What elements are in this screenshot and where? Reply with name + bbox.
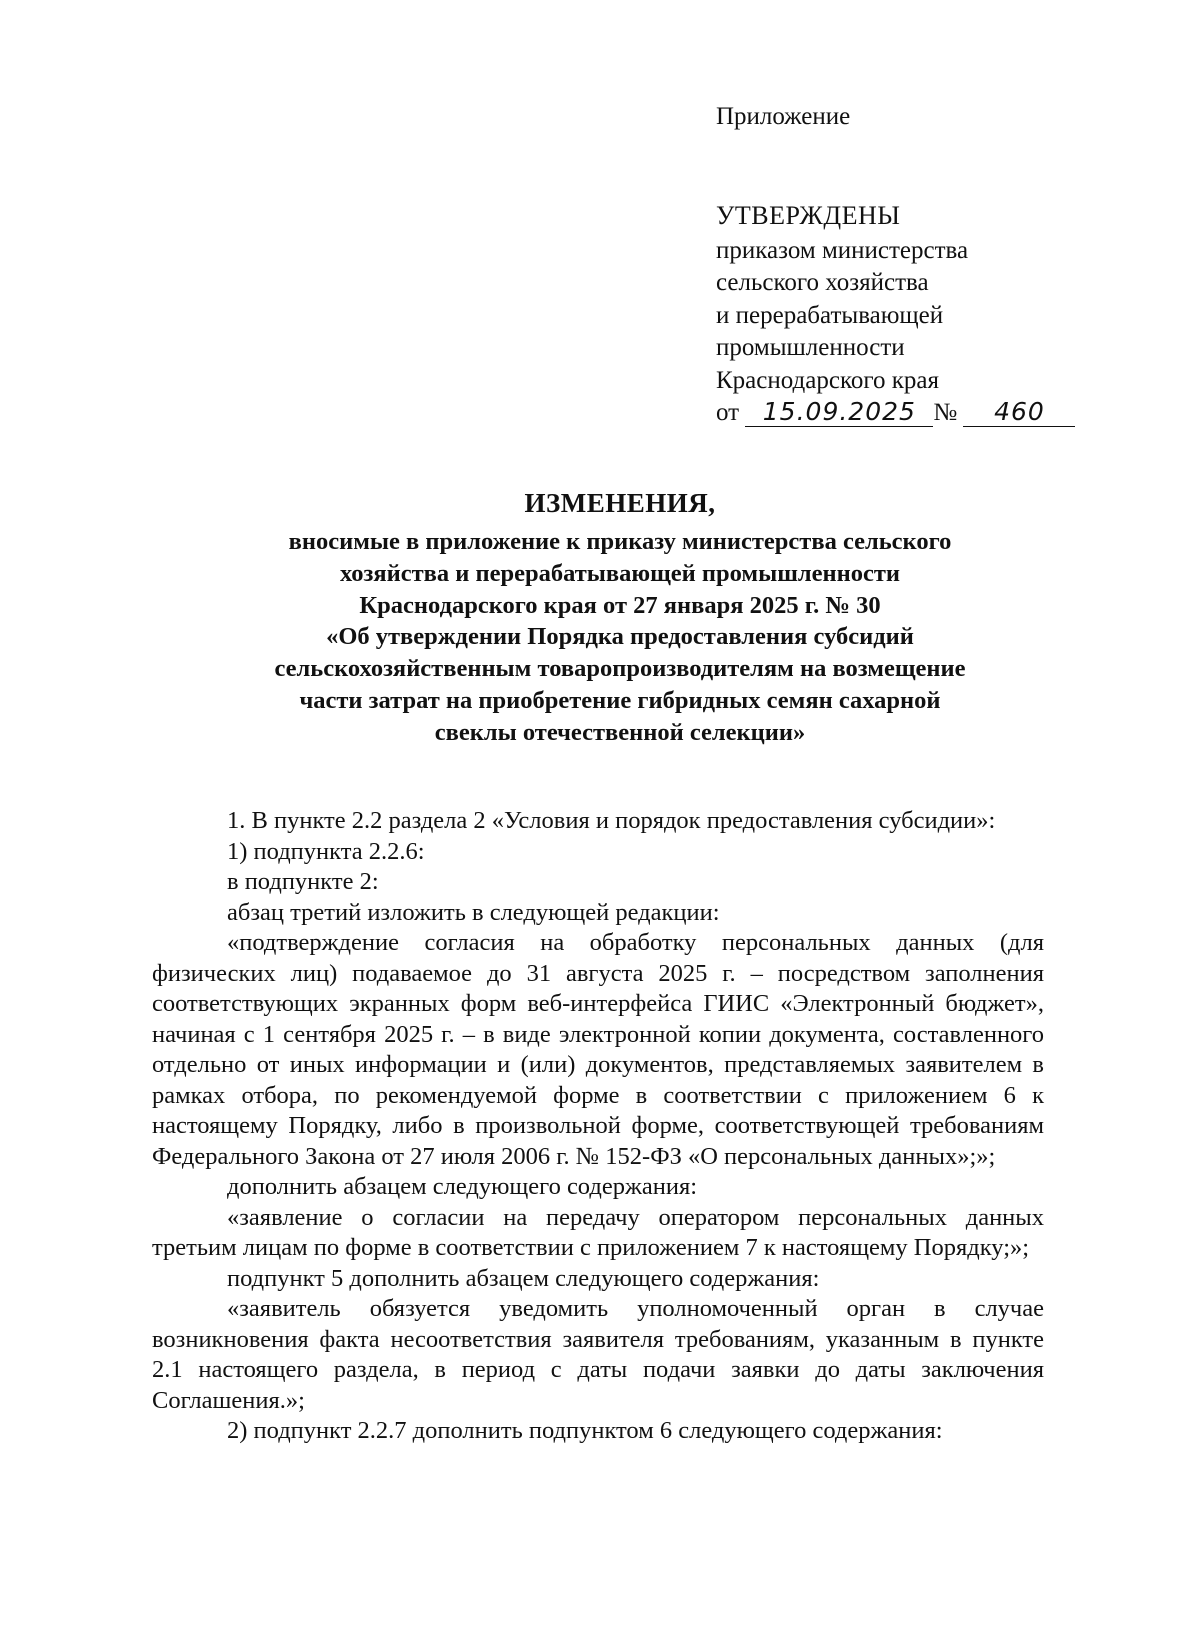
heading-line: Краснодарского края от 27 января 2025 г. № 30 bbox=[359, 591, 881, 619]
handwritten-number: 460 bbox=[963, 399, 1075, 427]
approved-word: УТВЕРЖДЕНЫ bbox=[716, 201, 901, 230]
document-body bbox=[152, 806, 1044, 1447]
body-paragraph: 2) подпункт 2.2.7 дополнить подпунктом 6 следующего содержания: bbox=[227, 1417, 943, 1444]
heading-line: вносимые в приложение к приказу министерства сельского bbox=[288, 528, 952, 555]
body-paragraph: в подпункте 2: bbox=[227, 868, 379, 895]
body-paragraph: 1. В пункте 2.2 раздела 2 «Условия и порядок предоставления субсидии»: bbox=[227, 807, 996, 834]
approval-line: Краснодарского края bbox=[716, 366, 939, 394]
order-date-number-line bbox=[716, 397, 1075, 430]
body-paragraph: абзац третий изложить в следующей редакции: bbox=[227, 898, 720, 926]
approval-line: промышленности bbox=[716, 334, 905, 361]
heading-line: части затрат на приобретение гибридных семян сахарной bbox=[299, 686, 941, 714]
heading-line: свеклы отечественной селекции» bbox=[434, 718, 806, 746]
approval-block bbox=[716, 200, 1075, 430]
document-heading bbox=[180, 486, 1060, 749]
body-paragraph: 1) подпункта 2.2.6: bbox=[227, 837, 425, 865]
appendix-label: Приложение bbox=[716, 103, 851, 130]
number-sign: № bbox=[933, 399, 958, 426]
approval-line: приказом министерства bbox=[716, 236, 969, 264]
body-paragraph: «заявитель обязуется уведомить уполномоченный орган в случае возникновения факта несоответствия заявителя требованиям, указанным в пункте 2.1 настоящего раздела, в период с даты подачи заявки до даты заключения Соглашения.»; bbox=[152, 1295, 1044, 1414]
handwritten-date: 15.09.2025 bbox=[745, 399, 933, 427]
heading-title: ИЗМЕНЕНИЯ, bbox=[524, 488, 716, 518]
approval-line: сельского хозяйства bbox=[716, 269, 929, 296]
heading-line: «Об утверждении Порядка предоставления субсидий bbox=[326, 623, 914, 651]
body-paragraph: подпункт 5 дополнить абзацем следующего содержания: bbox=[227, 1264, 820, 1292]
body-paragraph: дополнить абзацем следующего содержания: bbox=[227, 1173, 698, 1200]
body-paragraph: «заявление о согласии на передачу оператором персональных данных третьим лицам по форме в соответствии с приложением 7 к настоящему Порядку;»; bbox=[152, 1203, 1044, 1261]
approval-line: и перерабатывающей bbox=[716, 301, 944, 329]
heading-line: сельскохозяйственным товаропроизводителям на возмещение bbox=[274, 655, 966, 683]
date-prefix: от bbox=[716, 399, 740, 426]
body-paragraph: «подтверждение согласия на обработку персональных данных (для физических лиц) подаваемое до 31 августа 2025 г. – посредством заполнения соответствующих экранных форм веб-интерфейса ГИИС «Электронный бюджет», начиная с 1 сентября 2025 г. – в виде электронной копии документа, составленного отдельно от иных информации и (или) документов, представляемых заявителем в рамках отбора, по рекомендуемой форме в соответствии с приложением 6 к настоящему Порядку, либо в произвольной форме, соответствующей требованиям Федерального Закона от 27 июля 2006 г. № 152-ФЗ «О персональных данных»;»; bbox=[152, 929, 1044, 1170]
heading-line: хозяйства и перерабатывающей промышленности bbox=[339, 559, 901, 587]
